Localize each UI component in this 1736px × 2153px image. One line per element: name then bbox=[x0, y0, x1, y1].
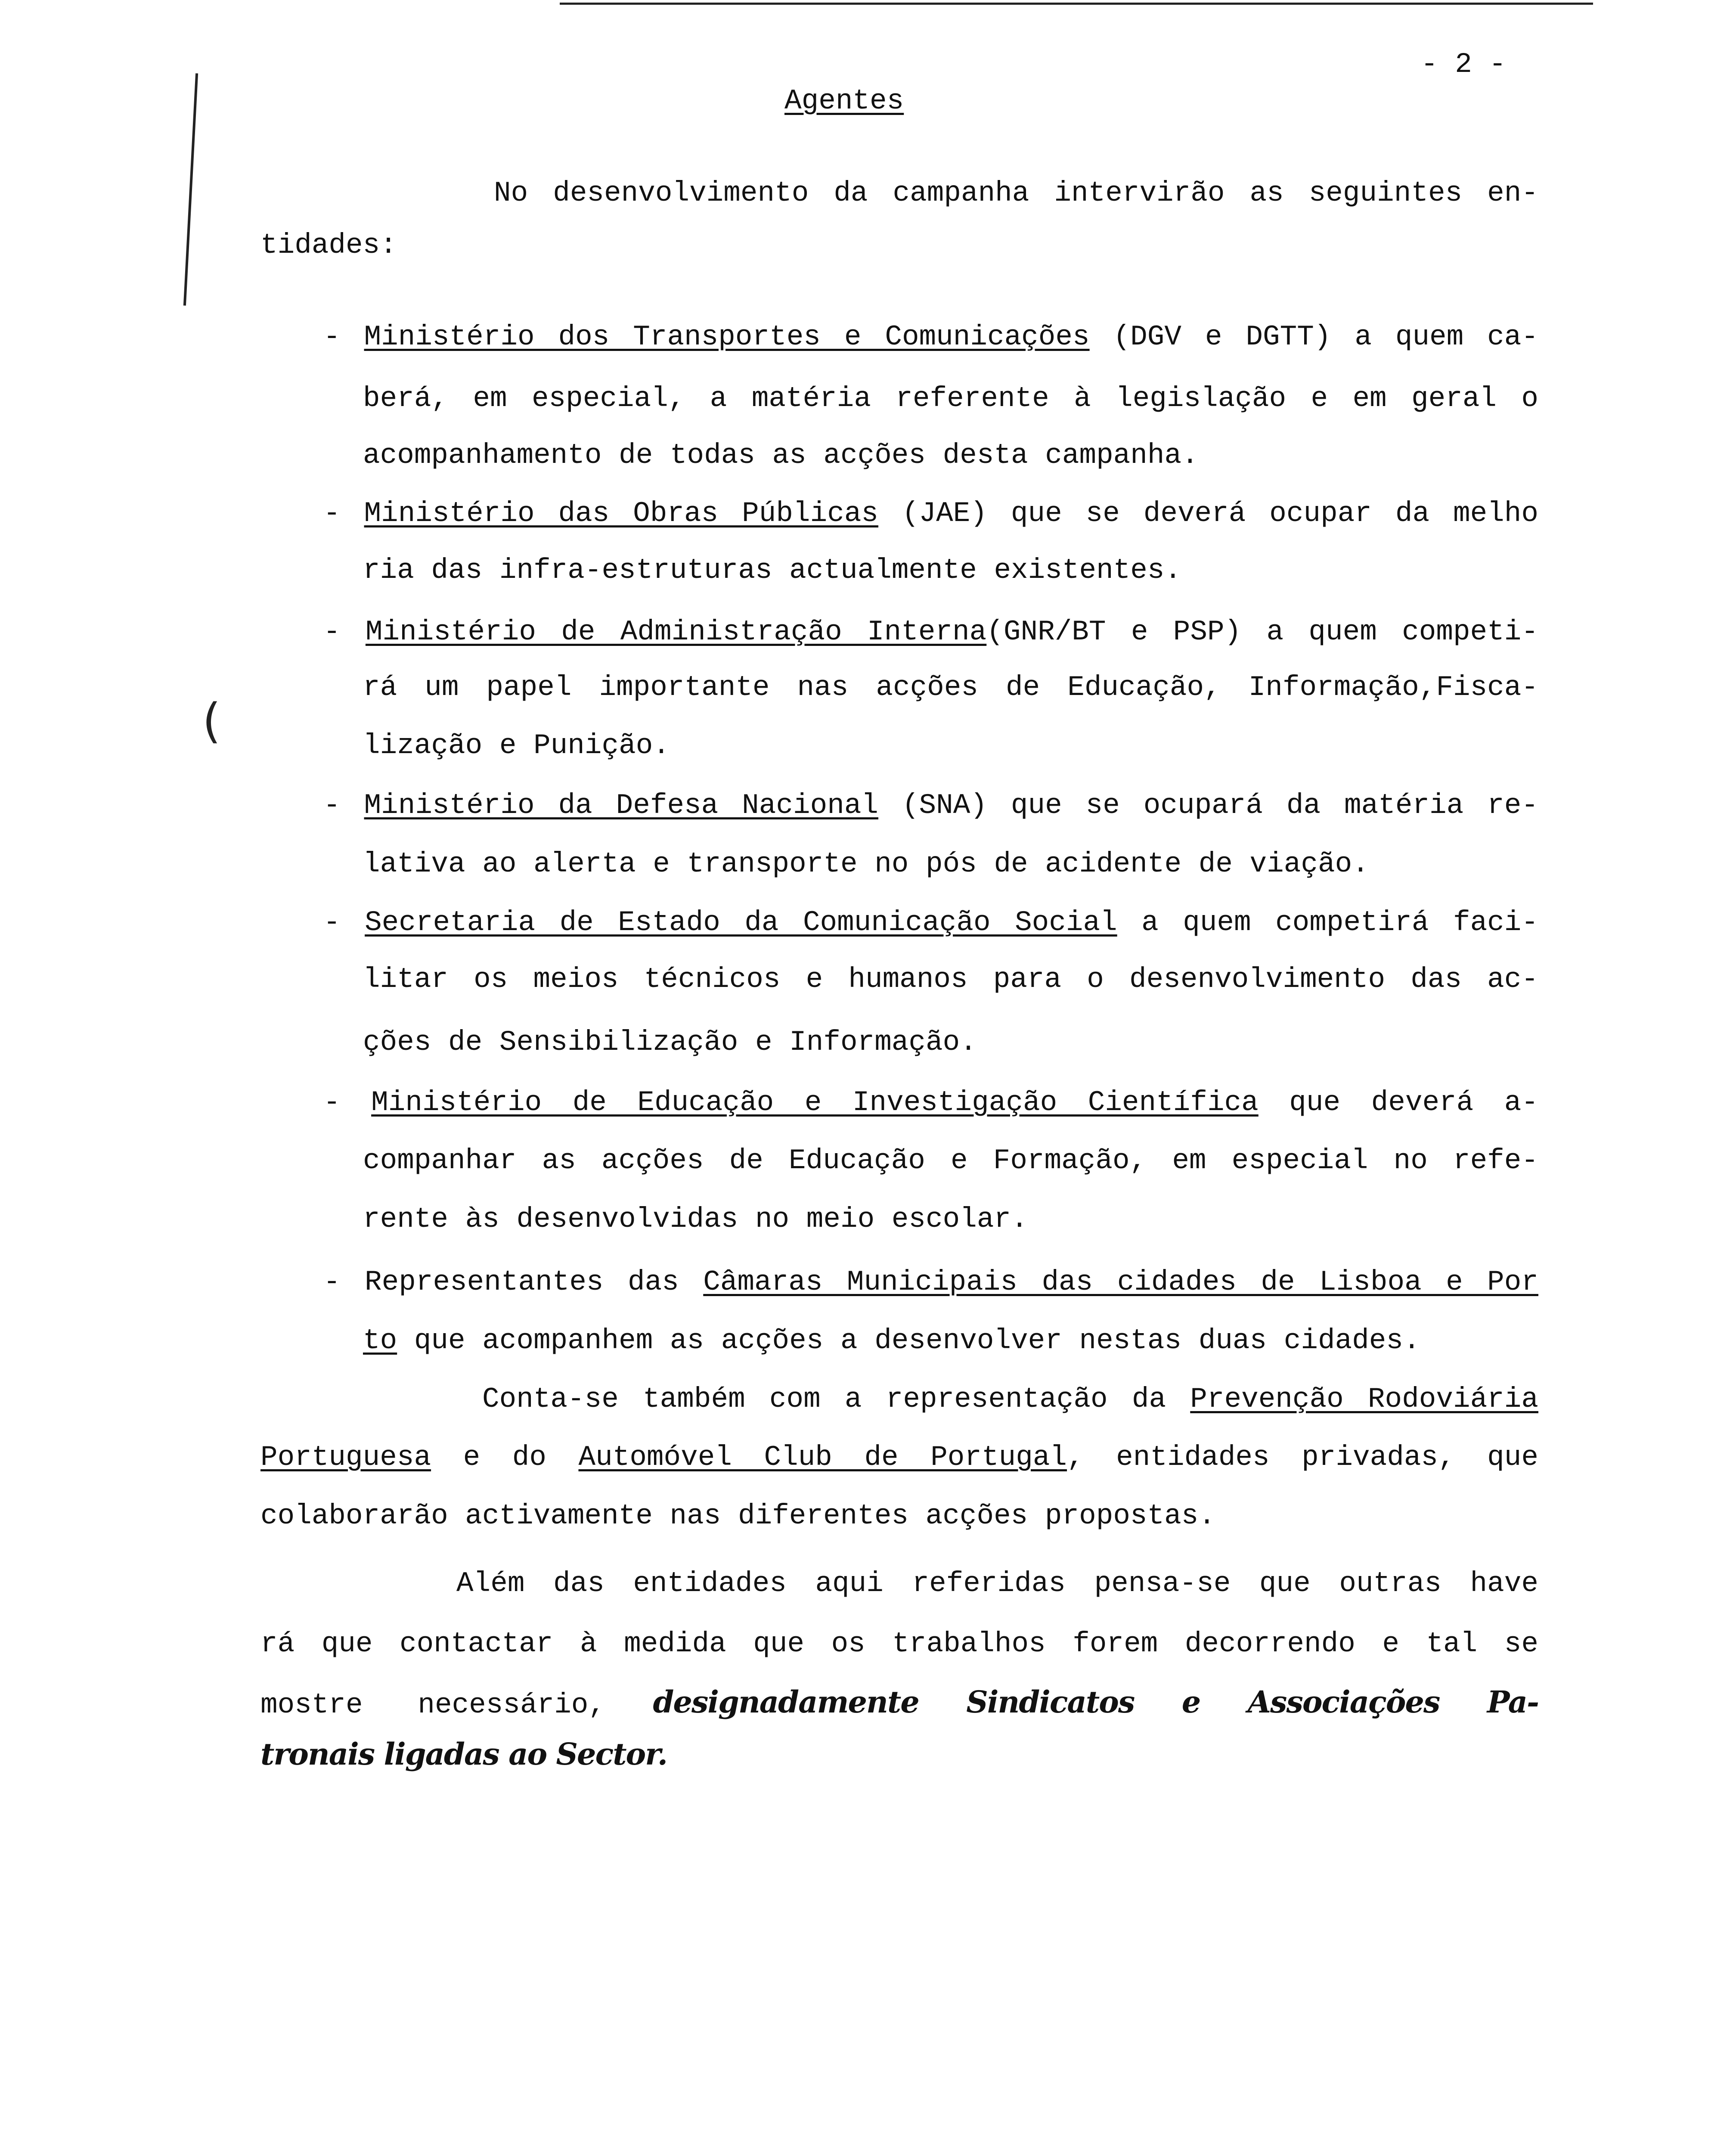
text-segment: - Representantes das bbox=[323, 1266, 704, 1299]
text-line bbox=[363, 553, 1181, 588]
text-segment: rá que contactar à medida que os trabalhos forem decorrendo e tal se bbox=[260, 1627, 1538, 1660]
underlined-entity: Ministério de Educação e Investigação Científica bbox=[371, 1086, 1259, 1119]
handwritten-annotation: designadamente Sindicatos e Associações Pa- bbox=[605, 1684, 1539, 1720]
underlined-entity: Ministério dos Transportes e Comunicações bbox=[364, 320, 1090, 353]
underlined-entity: Secretaria de Estado da Comunicação Social bbox=[365, 906, 1117, 939]
text-segment: (DGV e DGTT) a quem ca- bbox=[1089, 320, 1539, 353]
text-line bbox=[363, 1202, 1028, 1237]
text-line bbox=[260, 1685, 1538, 1722]
text-segment: ria das infra-estruturas actualmente existentes. bbox=[363, 554, 1182, 587]
text-segment: lização e Punição. bbox=[363, 729, 670, 762]
text-segment: tidades: bbox=[260, 229, 397, 262]
text-line bbox=[323, 496, 1538, 531]
underlined-entity: Ministério das Obras Públicas bbox=[364, 497, 879, 530]
text-line bbox=[363, 670, 1538, 705]
text-line bbox=[260, 1499, 1215, 1533]
text-line bbox=[363, 438, 1199, 473]
text-segment: mostre necessário, bbox=[260, 1689, 606, 1722]
text-segment: , entidades privadas, que bbox=[1067, 1441, 1538, 1474]
text-line bbox=[363, 729, 670, 763]
text-line bbox=[323, 320, 1538, 354]
heading: Agentes bbox=[784, 85, 904, 117]
text-segment: (GNR/BT e PSP) a quem competi- bbox=[986, 616, 1538, 648]
text-segment: lativa ao alerta e transporte no pós de acidente de viação. bbox=[363, 848, 1369, 881]
text-line bbox=[260, 228, 397, 263]
text-segment: rente às desenvolvidas no meio escolar. bbox=[363, 1203, 1028, 1235]
text-segment: rá um papel importante nas acções de Educação, Informação,Fisca- bbox=[363, 671, 1538, 704]
text-segment: litar os meios técnicos e humanos para o desenvolvimento das ac- bbox=[363, 963, 1538, 996]
margin-bracket-mark: ( bbox=[202, 693, 221, 748]
text-segment: - bbox=[323, 616, 366, 648]
text-segment: berá, em especial, a matéria referente à legislação e em geral o bbox=[363, 382, 1538, 415]
text-line bbox=[363, 1025, 977, 1060]
text-line bbox=[363, 1324, 1420, 1358]
text-segment: acompanhamento de todas as acções desta campanha. bbox=[363, 439, 1199, 472]
text-segment: a quem competirá faci- bbox=[1117, 906, 1539, 939]
text-segment: - bbox=[323, 906, 365, 939]
underlined-entity: Ministério de Administração Interna bbox=[365, 616, 987, 648]
top-border-line bbox=[560, 3, 1593, 5]
text-segment: e do bbox=[431, 1441, 579, 1474]
text-segment: Conta-se também com a representação da bbox=[482, 1383, 1190, 1415]
text-line bbox=[456, 1567, 1538, 1601]
text-segment: (SNA) que se ocupará da matéria re- bbox=[878, 789, 1538, 822]
text-line bbox=[323, 1086, 1538, 1120]
margin-mark bbox=[183, 73, 198, 306]
text-line bbox=[260, 1737, 667, 1775]
underlined-entity: Ministério da Defesa Nacional bbox=[364, 789, 879, 822]
handwritten-annotation: tronais ligadas ao Sector. bbox=[260, 1736, 667, 1772]
underlined-entity: to bbox=[363, 1324, 397, 1357]
text-segment: que acompanhem as acções a desenvolver nestas duas cidades. bbox=[397, 1324, 1420, 1357]
text-segment: que deverá a- bbox=[1258, 1086, 1538, 1119]
text-line bbox=[494, 176, 1538, 211]
text-line bbox=[482, 1382, 1538, 1417]
underlined-entity: Câmaras Municipais das cidades de Lisboa e Por bbox=[703, 1266, 1538, 1299]
page-number: - 2 - bbox=[1421, 48, 1507, 81]
text-segment: Além das entidades aqui referidas pensa-se que outras have bbox=[456, 1567, 1538, 1600]
text-line bbox=[323, 906, 1538, 940]
text-segment: colaborarão activamente nas diferentes acções propostas. bbox=[260, 1499, 1215, 1532]
text-line bbox=[323, 615, 1538, 649]
text-line bbox=[363, 847, 1369, 881]
text-line bbox=[323, 788, 1538, 823]
text-line bbox=[260, 1440, 1538, 1475]
text-segment: - bbox=[323, 789, 364, 822]
text-segment: companhar as acções de Educação e Formação, em especial no refe- bbox=[363, 1145, 1538, 1177]
text-segment: - bbox=[323, 1086, 372, 1119]
underlined-entity: Prevenção Rodoviária bbox=[1190, 1383, 1538, 1415]
text-line bbox=[363, 382, 1538, 416]
text-line bbox=[363, 962, 1538, 997]
text-segment: - bbox=[323, 497, 364, 530]
text-segment: - bbox=[323, 320, 364, 353]
text-line bbox=[260, 1627, 1538, 1661]
text-segment: (JAE) que se deverá ocupar da melho bbox=[878, 497, 1538, 530]
underlined-entity: Automóvel Club de Portugal bbox=[578, 1441, 1067, 1474]
text-segment: ções de Sensibilização e Informação. bbox=[363, 1026, 977, 1059]
text-line bbox=[363, 1144, 1538, 1178]
text-segment: No desenvolvimento da campanha intervirão as seguintes en- bbox=[494, 177, 1538, 210]
underlined-entity: Portuguesa bbox=[260, 1441, 431, 1474]
text-line bbox=[323, 1265, 1538, 1300]
